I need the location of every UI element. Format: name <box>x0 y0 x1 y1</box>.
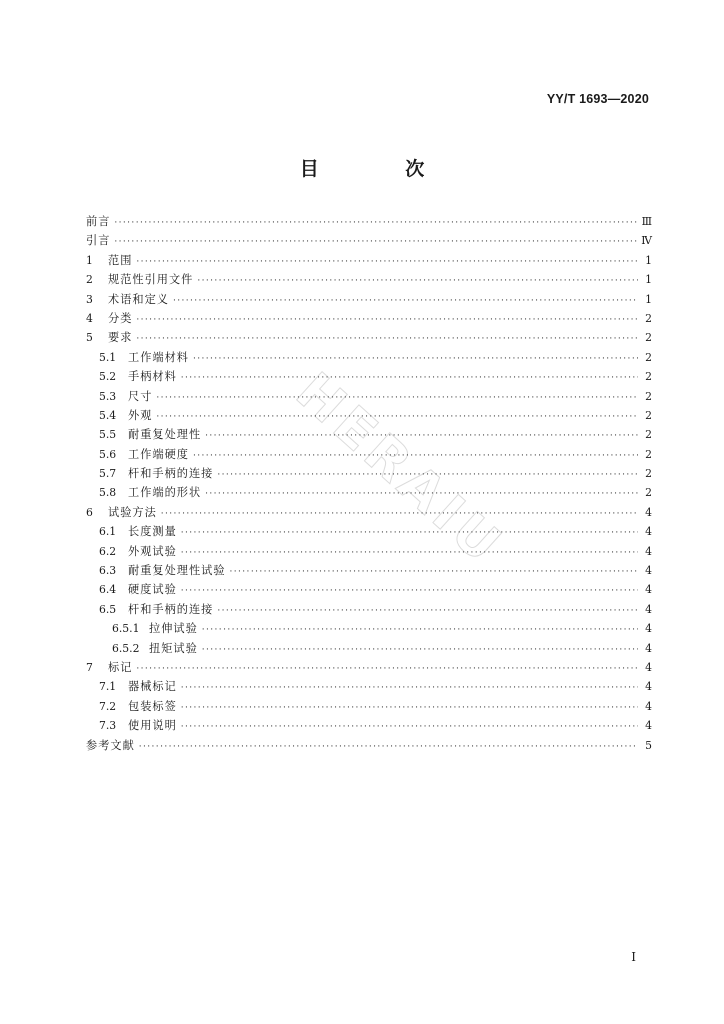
toc-entry[interactable] <box>86 483 652 502</box>
toc-leader-dots <box>139 738 638 757</box>
toc-entry-number: 7 <box>86 660 93 674</box>
toc-entry-number: 5.8 <box>99 486 117 500</box>
toc-entry-page: 5 <box>645 738 652 752</box>
toc-entry[interactable] <box>86 231 652 250</box>
toc-entry[interactable] <box>86 309 652 328</box>
toc-leader-dots <box>217 466 638 485</box>
toc-entry[interactable] <box>86 212 652 231</box>
toc-entry-page: 2 <box>645 331 652 345</box>
toc-entry[interactable] <box>86 677 652 696</box>
toc-entry[interactable] <box>86 639 652 658</box>
toc-entry-page: 2 <box>645 311 652 325</box>
toc-entry-number: 7.2 <box>99 699 117 713</box>
page-number: Ⅰ <box>631 950 636 964</box>
toc-leader-dots <box>181 679 638 698</box>
toc-entry[interactable] <box>86 348 652 367</box>
toc-entry-page: 1 <box>645 273 652 287</box>
toc-entry-page: Ⅳ <box>641 234 652 248</box>
toc-leader-dots <box>156 389 638 408</box>
toc-leader-dots <box>197 272 638 291</box>
toc-entry-page: 1 <box>645 292 652 306</box>
toc-entry-page: 2 <box>645 370 652 384</box>
toc-entry-page: 4 <box>645 505 652 519</box>
toc-leader-dots <box>202 641 638 660</box>
toc-entry-label: 手柄材料 <box>128 370 177 384</box>
toc-entry-page: 2 <box>645 408 652 422</box>
toc-leader-dots <box>181 369 638 388</box>
toc-entry-number: 5 <box>86 331 93 345</box>
toc-entry-page: 2 <box>645 467 652 481</box>
toc-entry[interactable] <box>86 736 652 755</box>
toc-entry-number: 6.2 <box>99 544 117 558</box>
toc-entry-page: 4 <box>645 544 652 558</box>
toc-entry-label: 范围 <box>108 253 133 267</box>
toc-entry-label: 耐重复处理性 <box>128 428 202 442</box>
toc-entry-label: 扭矩试验 <box>149 641 198 655</box>
toc-entry-label: 参考文献 <box>86 738 135 752</box>
toc-leader-dots <box>193 350 638 369</box>
toc-entry-page: 4 <box>645 602 652 616</box>
toc-entry-page: 2 <box>645 428 652 442</box>
toc-entry-label: 工作端硬度 <box>128 447 189 461</box>
toc-entry[interactable] <box>86 522 652 541</box>
toc-entry-number: 6.3 <box>99 564 117 578</box>
toc-leader-dots <box>230 563 638 582</box>
toc-entry-number: 6.4 <box>99 583 117 597</box>
toc-entry[interactable] <box>86 367 652 386</box>
toc-entry-number: 5.4 <box>99 408 117 422</box>
toc-entry-number: 5.6 <box>99 447 117 461</box>
toc-entry-number: 4 <box>86 311 93 325</box>
toc-entry-number: 3 <box>86 292 93 306</box>
standard-code: YY/T 1693—2020 <box>546 92 649 106</box>
toc-entry[interactable] <box>86 542 652 561</box>
toc-entry-number: 5.2 <box>99 370 117 384</box>
toc-entry[interactable] <box>86 600 652 619</box>
toc-entry-label: 试验方法 <box>108 505 157 519</box>
toc-entry[interactable] <box>86 270 652 289</box>
toc-leader-dots <box>202 621 638 640</box>
toc-entry-page: 4 <box>645 525 652 539</box>
toc-entry-label: 硬度试验 <box>128 583 177 597</box>
toc-entry-page: 2 <box>645 350 652 364</box>
toc-entry-label: 外观试验 <box>128 544 177 558</box>
toc-entry[interactable] <box>86 445 652 464</box>
toc-entry-label: 长度测量 <box>128 525 177 539</box>
toc-leader-dots <box>181 699 638 718</box>
toc-leader-dots <box>136 660 638 679</box>
toc-entry-number: 1 <box>86 253 93 267</box>
toc-leader-dots <box>193 447 638 466</box>
toc-leader-dots <box>156 408 638 427</box>
toc-leader-dots <box>181 544 638 563</box>
toc-entry-number: 6.5.1 <box>112 622 140 636</box>
toc-leader-dots <box>181 524 638 543</box>
toc-entry-page: 4 <box>645 699 652 713</box>
toc-entry-number: 5.7 <box>99 467 117 481</box>
toc-leader-dots <box>181 718 638 737</box>
toc-entry-page: 4 <box>645 719 652 733</box>
toc-entry-label: 前言 <box>86 215 111 228</box>
toc-entry-page: 2 <box>645 389 652 403</box>
toc-entry-number: 5.5 <box>99 428 117 442</box>
toc-entry[interactable] <box>86 251 652 270</box>
watermark: HERAIU <box>284 361 516 579</box>
toc-entry[interactable] <box>86 464 652 483</box>
toc-leader-dots <box>136 311 638 330</box>
toc-entry-page: 4 <box>645 680 652 694</box>
toc-entry[interactable] <box>86 425 652 444</box>
toc-leader-dots <box>173 292 638 311</box>
toc-entry-number: 5.1 <box>99 350 117 364</box>
toc-entry-number: 7.1 <box>99 680 117 694</box>
toc-entry-page: 1 <box>645 253 652 267</box>
toc-title: 目 次 <box>299 158 465 180</box>
toc-entry-number: 6 <box>86 505 93 519</box>
toc-entry[interactable] <box>86 328 652 347</box>
toc-entry-label: 外观 <box>128 408 153 422</box>
toc-entry-label: 术语和定义 <box>108 292 169 306</box>
toc-entry[interactable] <box>86 290 652 309</box>
toc-entry[interactable] <box>86 406 652 425</box>
toc-entry-label: 要求 <box>108 331 133 345</box>
toc-entry-number: 6.5 <box>99 602 117 616</box>
toc-leader-dots <box>136 253 638 272</box>
toc-entry[interactable] <box>86 697 652 716</box>
toc-entry-label: 工作端的形状 <box>128 486 202 500</box>
toc-leader-dots <box>114 214 637 233</box>
toc-entry-label: 器械标记 <box>128 680 177 694</box>
table-of-contents <box>86 212 652 755</box>
toc-entry-label: 使用说明 <box>128 719 177 733</box>
toc-entry-page: 4 <box>645 564 652 578</box>
toc-entry-page: 4 <box>645 583 652 597</box>
toc-entry[interactable] <box>86 716 652 735</box>
toc-entry-label: 规范性引用文件 <box>108 273 194 287</box>
toc-entry-page: Ⅲ <box>641 215 652 228</box>
toc-entry-page: 2 <box>645 447 652 461</box>
toc-entry[interactable] <box>86 387 652 406</box>
toc-entry[interactable] <box>86 580 652 599</box>
toc-entry-number: 5.3 <box>99 389 117 403</box>
toc-entry[interactable] <box>86 658 652 677</box>
toc-leader-dots <box>114 233 637 252</box>
toc-entry-page: 4 <box>645 641 652 655</box>
toc-entry-page: 4 <box>645 660 652 674</box>
toc-entry-label: 标记 <box>108 660 133 674</box>
toc-leader-dots <box>205 485 638 504</box>
toc-entry-page: 2 <box>645 486 652 500</box>
toc-entry-number: 6.5.2 <box>112 641 140 655</box>
toc-leader-dots <box>161 505 638 524</box>
toc-entry-label: 杆和手柄的连接 <box>128 602 214 616</box>
toc-entry-label: 杆和手柄的连接 <box>128 467 214 481</box>
toc-leader-dots <box>217 602 638 621</box>
toc-entry-label: 工作端材料 <box>128 350 189 364</box>
toc-entry-label: 分类 <box>108 311 133 325</box>
toc-entry-number: 7.3 <box>99 719 117 733</box>
toc-entry-number: 2 <box>86 273 93 287</box>
toc-entry[interactable] <box>86 561 652 580</box>
toc-entry-number: 6.1 <box>99 525 117 539</box>
toc-entry-label: 尺寸 <box>128 389 153 403</box>
toc-entry[interactable] <box>86 503 652 522</box>
toc-entry-page: 4 <box>645 622 652 636</box>
toc-leader-dots <box>136 330 638 349</box>
toc-entry[interactable] <box>86 619 652 638</box>
toc-entry-label: 包装标签 <box>128 699 177 713</box>
toc-entry-label: 耐重复处理性试验 <box>128 564 226 578</box>
toc-entry-label: 拉伸试验 <box>149 622 198 636</box>
toc-leader-dots <box>205 427 638 446</box>
toc-entry-label: 引言 <box>86 234 111 248</box>
toc-leader-dots <box>181 582 638 601</box>
